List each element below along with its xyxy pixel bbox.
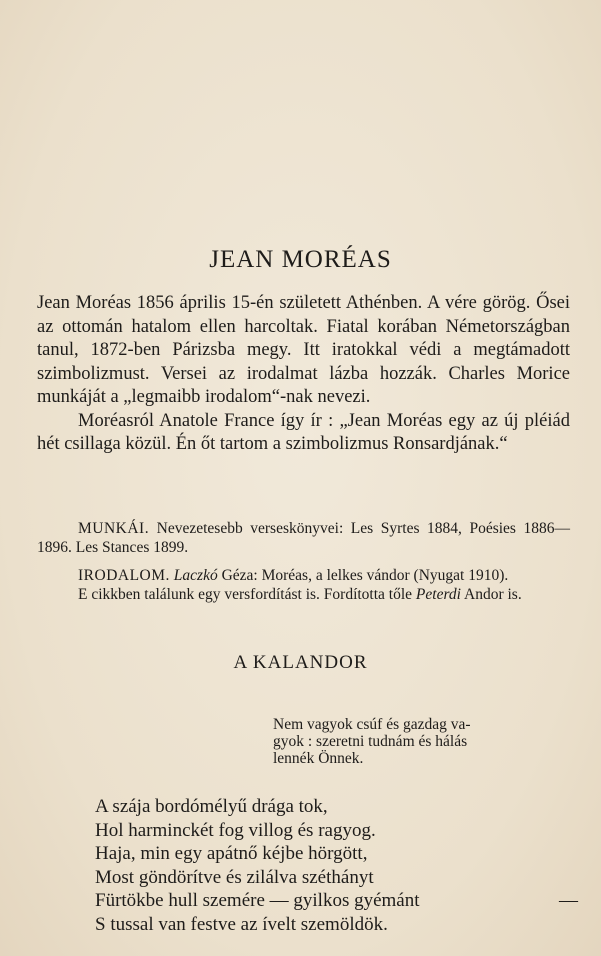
literature-author: Laczkó: [173, 567, 218, 584]
poem-line: Haja, min egy apátnő kéjbe hörgött,: [95, 843, 368, 864]
biography-paragraph-2: Moréasról Anatole France így ír : „Jean Moréas egy az új pléiád hét csillaga közül. Én őt tartom a szimbolizmus Ronsardjának.“: [37, 410, 570, 454]
poem-line-text: Fürtökbe hull szemére — gyilkos gyémánt: [95, 890, 420, 911]
poem-line-end-dash: —: [559, 890, 578, 911]
motto-line-2: gyok : szeretni tudnám és hálás: [273, 733, 468, 750]
motto-line-3: lennék Önnek.: [273, 750, 364, 767]
literature-note: E cikkben találunk egy versfordítást is. Fordította tőle: [78, 586, 413, 603]
literature-note-end: Andor is.: [464, 586, 522, 603]
poem-line: A szája bordómélyű drága tok,: [95, 796, 328, 817]
works-label: MUNKÁI.: [78, 520, 150, 537]
poem-line: [95, 889, 578, 913]
page-title: JEAN MORÉAS: [209, 246, 392, 273]
literature-text: Géza: Moréas, a lelkes vándor (Nyugat 1910).: [221, 567, 509, 584]
literature-label: IRODALOM.: [78, 567, 170, 584]
poem-line: Most göndörítve és zilálva széthányt: [95, 866, 374, 888]
literature-translator: Peterdi: [415, 586, 461, 603]
biography: [37, 292, 570, 457]
works-text: Nevezetesebb verseskönyvei: Les Syrtes 1884, Poésies 1886—1896. Les Stances 1899.: [37, 520, 571, 556]
motto-line-1: Nem vagyok csúf és gazdag va-: [273, 716, 471, 733]
poem-line: S tussal van festve az ívelt szemöldök.: [95, 913, 388, 935]
works-section: [37, 519, 570, 557]
poem-title: A KALANDOR: [233, 652, 368, 673]
poem-body: [95, 795, 578, 936]
poem-line: Hol harminckét fog villog és ragyog.: [95, 819, 376, 841]
biography-paragraph-1: Jean Moréas 1856 április 15-én született Athénben. A vére görög. Ősei az ottomán hatalom ellen harcoltak. Fiatal korában Németországban tanul, 1872-ben Párizsba megy. Itt iratokkal védi a megtámadott szimbolizmust. Versei az irodalmat lázba hozzák. Charles Morice munkáját a „legmaibb irodalom“-nak nevezi.: [37, 293, 570, 407]
literature-section: [37, 566, 570, 604]
poem-motto: [273, 716, 569, 767]
